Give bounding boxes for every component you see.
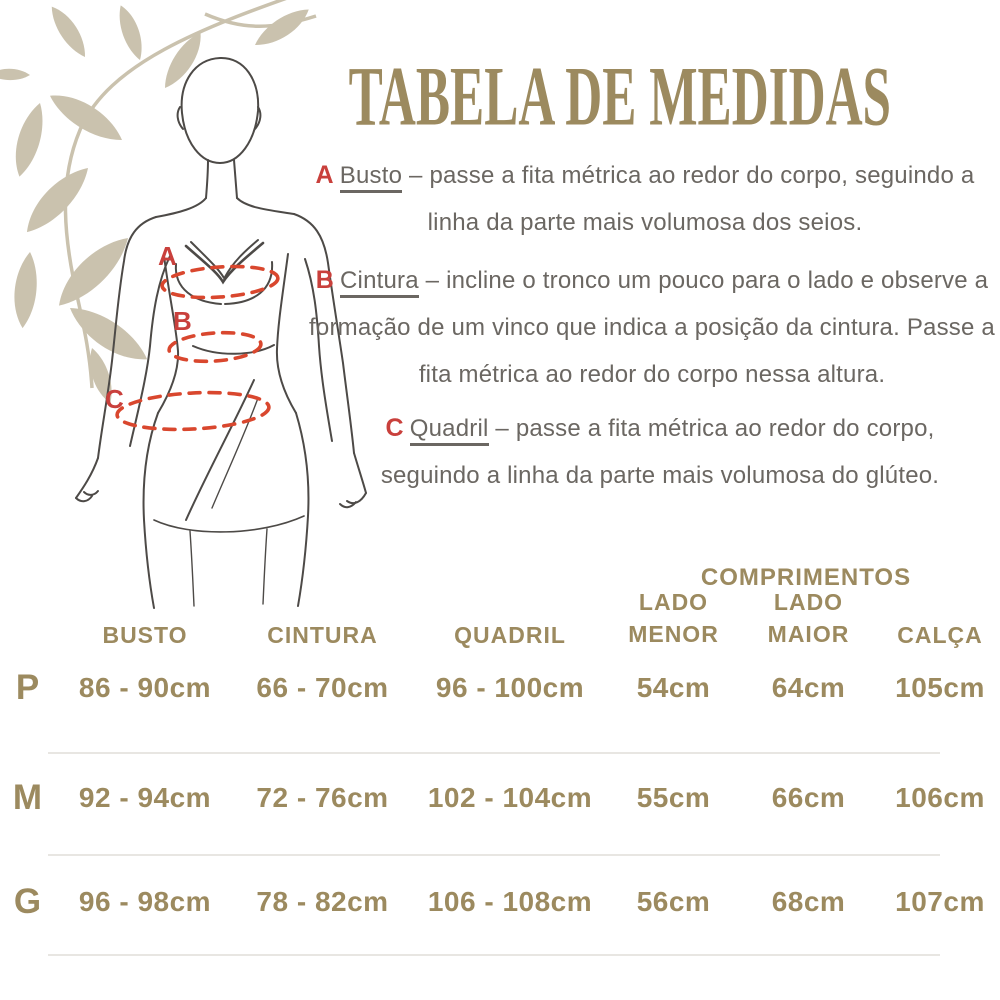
header-lado-menor (610, 586, 737, 650)
calca-value: 105cm (895, 672, 985, 703)
busto-value: 86 - 90cm (78, 672, 212, 703)
instruction-quadril-text: – passe a fita métrica ao redor do corpo, seguindo a linha da parte mais volumosa do glúteo. (380, 415, 940, 489)
instruction-cintura-text: – incline o tronco um pouco para o lado e observe a formação de um vinco que indica a posição da cintura. Passe a fita métrica ao redor do corpo nessa altura. (309, 267, 995, 388)
row-divider (48, 752, 940, 754)
calca-value: 107cm (895, 886, 985, 917)
marker-label-b: B (173, 306, 192, 336)
size-label: P (15, 668, 40, 707)
calca-value: 106cm (895, 782, 985, 813)
table-header-row (0, 560, 1000, 650)
row-divider (48, 854, 940, 856)
cintura-value: 66 - 70cm (256, 672, 389, 703)
cintura-value: 72 - 76cm (256, 782, 389, 813)
size-label: M (12, 778, 43, 817)
header-lado-menor-line1: LADO (638, 589, 709, 615)
table-row-g (0, 880, 1000, 924)
instruction-cintura (300, 257, 1000, 398)
term-cintura: Cintura (340, 267, 419, 298)
lado-maior-value: 64cm (771, 672, 846, 703)
instruction-busto-text: – passe a fita métrica ao redor do corpo, seguindo a linha da parte mais volumosa dos seios. (409, 162, 975, 236)
row-divider (48, 954, 940, 956)
lado-maior-value: 66cm (771, 782, 846, 813)
term-quadril: Quadril (410, 415, 489, 446)
marker-letter-c: C (385, 414, 404, 442)
header-calca: CALÇA (897, 622, 983, 648)
header-busto: BUSTO (102, 622, 188, 648)
page-title-text: TABELA DE MEDIDAS (348, 49, 892, 144)
quadril-value: 96 - 100cm (435, 672, 585, 703)
instruction-busto (300, 152, 990, 246)
page-title (260, 50, 980, 144)
column-group-comprimentos: COMPRIMENTOS (700, 564, 912, 591)
header-quadril: QUADRIL (454, 622, 566, 648)
table-row-m (0, 776, 1000, 820)
lado-menor-value: 55cm (636, 782, 711, 813)
term-busto: Busto (340, 162, 402, 193)
size-label: G (13, 882, 42, 921)
instruction-quadril (348, 405, 972, 499)
marker-label-c: C (105, 384, 124, 414)
lado-menor-value: 54cm (636, 672, 711, 703)
marker-label-a: A (158, 241, 177, 271)
busto-value: 96 - 98cm (78, 886, 212, 917)
cintura-value: 78 - 82cm (256, 886, 389, 917)
header-lado-menor-line2: MENOR (628, 621, 719, 647)
size-table (0, 560, 1000, 980)
header-lado-maior (737, 586, 880, 650)
quadril-value: 106 - 108cm (427, 886, 593, 917)
header-lado-maior-line2: MAIOR (767, 621, 850, 647)
busto-value: 92 - 94cm (78, 782, 212, 813)
lado-maior-value: 68cm (771, 886, 846, 917)
quadril-value: 102 - 104cm (427, 782, 593, 813)
marker-letter-b: B (315, 266, 335, 294)
header-cintura: CINTURA (267, 622, 378, 648)
header-lado-maior-line1: LADO (773, 589, 844, 615)
table-row-p (0, 666, 1000, 710)
marker-letter-a: A (315, 161, 334, 189)
lado-menor-value: 56cm (636, 886, 711, 917)
